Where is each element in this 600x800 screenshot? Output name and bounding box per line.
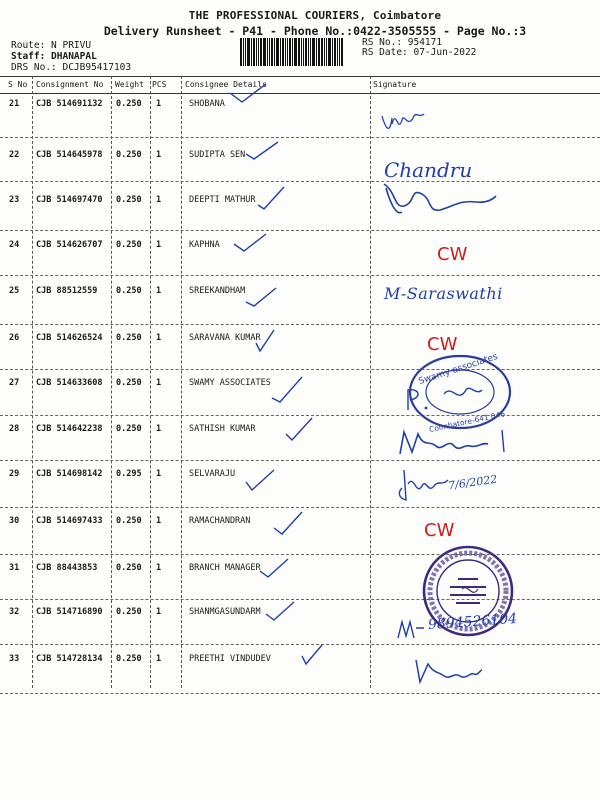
- handwritten-phone-number: 9894526104: [427, 610, 518, 634]
- barcode-bar: [308, 38, 309, 66]
- barcode-bar: [324, 38, 325, 66]
- table-top-rule: [0, 76, 600, 77]
- table-row: [0, 284, 600, 335]
- barcode-bar: [310, 38, 311, 66]
- row-pcs: 1: [156, 195, 162, 205]
- barcode-bar: [328, 38, 331, 66]
- row-weight: 0.250: [116, 150, 142, 160]
- row-consignment-no: CJB 514626524: [36, 333, 103, 343]
- delivered-tick-mark: [258, 555, 290, 581]
- row-consignee: SELVARAJU: [189, 469, 236, 479]
- row-weight: 0.250: [116, 378, 142, 388]
- row-consignment-no: CJB 514697470: [36, 195, 103, 205]
- barcode-bar: [247, 38, 250, 66]
- col-header-signature: Signature: [373, 80, 417, 89]
- row-consignee: BRANCH MANAGER: [189, 563, 261, 573]
- row-weight: 0.250: [116, 607, 142, 617]
- row-consignee: SWAMY ASSOCIATES: [189, 378, 271, 388]
- barcode-bar: [258, 38, 259, 66]
- row-pcs: 1: [156, 286, 162, 296]
- col-header-pcs: PCS: [152, 80, 167, 89]
- drs-number: DRS No.: DCJB95417103: [11, 62, 132, 73]
- barcode-bar: [301, 38, 302, 66]
- row-divider: [0, 275, 600, 276]
- delivered-tick-mark: [244, 138, 280, 162]
- row-pcs: 1: [156, 563, 162, 573]
- delivered-tick-mark: [244, 284, 278, 308]
- barcode-bar: [312, 38, 315, 66]
- row-sno: 33: [9, 654, 20, 664]
- row-consignee: PREETHI VINDUDEV: [189, 654, 271, 664]
- table-row: [0, 148, 600, 199]
- barcode-bar: [337, 38, 338, 66]
- signature-scribble: [402, 386, 432, 414]
- col-header-weight: Weight: [115, 80, 144, 89]
- row-pcs: 1: [156, 378, 162, 388]
- row-consignment-no: CJB 88443853: [36, 563, 98, 573]
- row-weight: 0.250: [116, 240, 142, 250]
- row-consignee: SREEKANDHAM: [189, 286, 246, 296]
- barcode-bar: [243, 38, 244, 66]
- row-consignee: SATHISH KUMAR: [189, 424, 256, 434]
- row-sno: 23: [9, 195, 20, 205]
- row-pcs: 1: [156, 516, 162, 526]
- row-consignee: RAMACHANDRAN: [189, 516, 251, 526]
- barcode-bar: [287, 38, 288, 66]
- barcode-bar: [341, 38, 343, 66]
- cw-mark: CW: [437, 244, 468, 265]
- row-sno: 29: [9, 469, 20, 479]
- barcode-bar: [280, 38, 281, 66]
- row-consignment-no: CJB 514633608: [36, 378, 103, 388]
- table-row: [0, 238, 600, 289]
- barcode-bar: [316, 38, 317, 66]
- delivered-tick-mark: [300, 642, 324, 668]
- barcode-bar: [271, 38, 273, 66]
- row-consignment-no: CJB 514698142: [36, 469, 103, 479]
- barcode-bar: [276, 38, 279, 66]
- barcode-bar: [334, 38, 336, 66]
- barcode-bar: [263, 38, 266, 66]
- barcode-bar: [289, 38, 291, 66]
- table-row: [0, 193, 600, 244]
- delivered-tick-mark: [272, 508, 304, 536]
- barcode-bar: [260, 38, 262, 66]
- row-pcs: 1: [156, 240, 162, 250]
- delivered-tick-mark: [284, 414, 314, 442]
- row-weight: 0.295: [116, 469, 142, 479]
- row-divider: [0, 693, 600, 694]
- row-weight: 0.250: [116, 654, 142, 664]
- row-consignment-no: CJB 88512559: [36, 286, 98, 296]
- row-weight: 0.250: [116, 563, 142, 573]
- row-pcs: 1: [156, 654, 162, 664]
- delivered-tick-mark: [264, 598, 296, 624]
- row-weight: 0.250: [116, 286, 142, 296]
- row-consignee: KAPHNA: [189, 240, 220, 250]
- signature-scribble: [392, 426, 516, 460]
- barcode-bar: [292, 38, 293, 66]
- rs-date: RS Date: 07-Jun-2022: [362, 47, 477, 58]
- row-sno: 27: [9, 378, 20, 388]
- signature-scribble: [394, 466, 454, 506]
- barcode-bar: [326, 38, 327, 66]
- row-weight: 0.250: [116, 516, 142, 526]
- row-pcs: 1: [156, 469, 162, 479]
- barcode-bar: [253, 38, 255, 66]
- row-consignee: SARAVANA KUMAR: [189, 333, 261, 343]
- barcode-bar: [318, 38, 320, 66]
- barcode-bar: [285, 38, 286, 66]
- barcode-bar: [256, 38, 257, 66]
- row-pcs: 1: [156, 607, 162, 617]
- barcode-bar: [240, 38, 242, 66]
- row-divider: [0, 460, 600, 461]
- barcode-bar: [303, 38, 304, 66]
- barcode-bar: [332, 38, 333, 66]
- company-title: THE PROFESSIONAL COURIERS, Coimbatore: [188, 9, 442, 22]
- rs-number: RS No.: 954171: [362, 37, 443, 48]
- row-sno: 32: [9, 607, 20, 617]
- delivered-tick-mark: [228, 81, 268, 107]
- barcode-bar: [269, 38, 270, 66]
- row-sno: 31: [9, 563, 20, 573]
- row-weight: 0.250: [116, 424, 142, 434]
- svg-text:Coimbatore-641 046: Coimbatore-641 046: [428, 409, 506, 435]
- row-consignment-no: CJB 514716890: [36, 607, 103, 617]
- row-weight: 0.250: [116, 195, 142, 205]
- row-sno: 28: [9, 424, 20, 434]
- barcode-bar: [339, 38, 340, 66]
- signature-handwritten: Chandru: [384, 158, 473, 182]
- barcode-bar: [298, 38, 300, 66]
- row-pcs: 1: [156, 99, 162, 109]
- col-header-consignee: Consignee Details: [185, 80, 267, 89]
- row-consignment-no: CJB 514728134: [36, 654, 103, 664]
- staff-label: Staff: DHANAPAL: [11, 51, 97, 62]
- row-consignment-no: CJB 514645978: [36, 150, 103, 160]
- row-weight: 0.250: [116, 99, 142, 109]
- barcode-bar: [321, 38, 323, 66]
- col-header-sno: S No: [8, 80, 28, 89]
- delivered-tick-mark: [270, 374, 304, 404]
- runsheet-title: Delivery Runsheet - P41 - Phone No.:0422-3505555 - Page No.:3: [103, 24, 527, 38]
- row-sno: 30: [9, 516, 20, 526]
- row-consignee: SHANMGASUNDARM: [189, 607, 261, 617]
- row-sno: 25: [9, 286, 20, 296]
- row-pcs: 1: [156, 333, 162, 343]
- table-header-rule: [0, 93, 600, 94]
- barcode-bar: [245, 38, 246, 66]
- barcode-bar: [251, 38, 252, 66]
- table-row: [0, 97, 600, 148]
- row-consignment-no: CJB 514626707: [36, 240, 103, 250]
- signature-scribble: [376, 176, 500, 222]
- row-divider: [0, 137, 600, 138]
- row-sno: 21: [9, 99, 20, 109]
- signature-scribble: [394, 614, 428, 644]
- barcode-bar: [267, 38, 268, 66]
- barcode-bar: [274, 38, 275, 66]
- barcode-bar: [294, 38, 297, 66]
- signature-handwritten: M-Saraswathi: [384, 284, 503, 303]
- row-divider: [0, 230, 600, 231]
- svg-text:Swamy associates: Swamy associates: [417, 351, 500, 387]
- cw-mark: CW: [424, 520, 455, 541]
- signature-scribble: [410, 656, 486, 686]
- barcode-bar: [305, 38, 307, 66]
- barcode-image: [240, 38, 346, 66]
- row-pcs: 1: [156, 424, 162, 434]
- row-consignment-no: CJB 514642238: [36, 424, 103, 434]
- col-header-consignment: Consignment No: [36, 80, 104, 89]
- row-sno: 24: [9, 240, 20, 250]
- delivered-tick-mark: [244, 466, 276, 492]
- row-sno: 22: [9, 150, 20, 160]
- row-consignment-no: CJB 514697433: [36, 516, 103, 526]
- row-weight: 0.250: [116, 333, 142, 343]
- row-divider: [0, 181, 600, 182]
- delivered-tick-mark: [256, 183, 286, 211]
- row-consignee: SHOBANA: [189, 99, 225, 109]
- row-consignee: DEEPTI MATHUR: [189, 195, 256, 205]
- row-sno: 26: [9, 333, 20, 343]
- delivery-date-handwritten: 7/6/2022: [447, 472, 499, 493]
- row-pcs: 1: [156, 150, 162, 160]
- row-consignment-no: CJB 514691132: [36, 99, 103, 109]
- delivered-tick-mark: [254, 327, 276, 355]
- cw-mark: CW: [427, 334, 458, 355]
- barcode-bar: [282, 38, 284, 66]
- signature-scribble: [378, 104, 428, 138]
- row-consignee: SUDIPTA SEN: [189, 150, 246, 160]
- delivered-tick-mark: [232, 230, 268, 254]
- row-divider: [0, 324, 600, 325]
- route-label: Route: N PRIVU: [11, 40, 92, 51]
